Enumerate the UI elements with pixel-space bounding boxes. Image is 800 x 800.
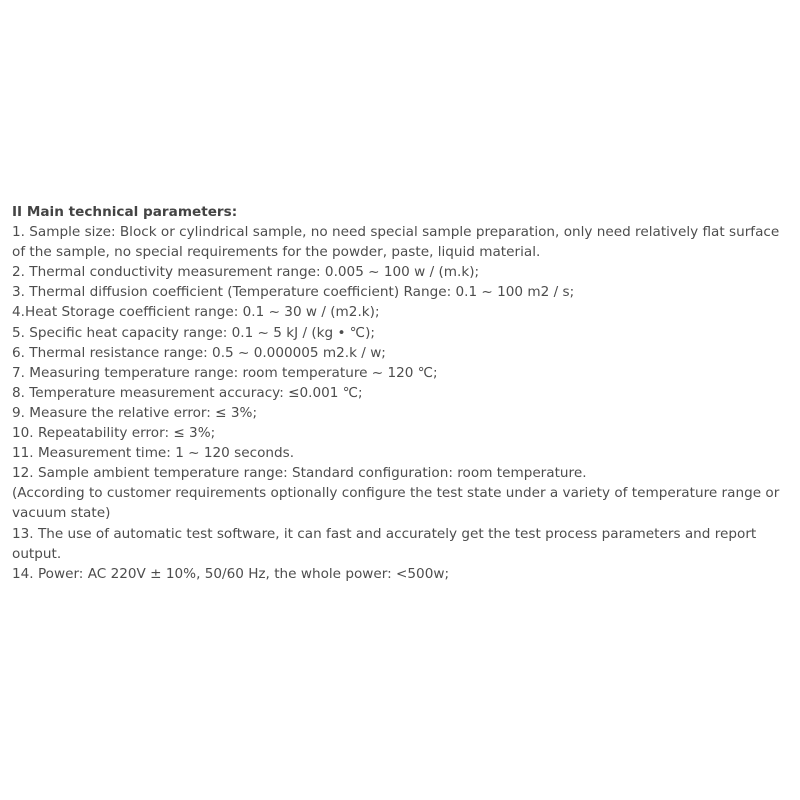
parameter-line-repeatability-error: 10. Repeatability error: ≤ 3%;	[12, 425, 216, 442]
parameter-line-thermal-resistance: 6. Thermal resistance range: 0.5 ~ 0.000005 m2.k / w;	[12, 344, 386, 361]
parameter-line-temperature-accuracy: 8. Temperature measurement accuracy: ≤0.001 ℃;	[12, 384, 363, 401]
parameter-line-optional-configuration: (According to customer requirements optionally configure the test state under a variety of temperature range or vacuum state)	[12, 485, 780, 522]
section-heading: II Main technical parameters:	[12, 204, 238, 220]
parameter-line-test-software: 13. The use of automatic test software, it can fast and accurately get the test process parameters and report output.	[12, 525, 757, 562]
parameter-line-measurement-time: 11. Measurement time: 1 ~ 120 seconds.	[12, 445, 295, 462]
parameter-line-power: 14. Power: AC 220V ± 10%, 50/60 Hz, the whole power: <500w;	[12, 565, 450, 582]
document-body	[12, 202, 782, 584]
parameter-line-specific-heat: 5. Specific heat capacity range: 0.1 ~ 5 kJ / (kg • ℃);	[12, 324, 375, 341]
parameter-line-ambient-temperature: 12. Sample ambient temperature range: Standard configuration: room temperature.	[12, 465, 587, 482]
parameter-line-measuring-temperature: 7. Measuring temperature range: room temperature ~ 120 ℃;	[12, 364, 438, 381]
parameter-line-sample-size: 1. Sample size: Block or cylindrical sample, no need special sample preparation, only need relatively flat surface of the sample, no special requirements for the powder, paste, liquid material.	[12, 224, 780, 261]
parameter-line-thermal-conductivity: 2. Thermal conductivity measurement range: 0.005 ~ 100 w / (m.k);	[12, 264, 480, 281]
parameter-line-relative-error: 9. Measure the relative error: ≤ 3%;	[12, 404, 258, 421]
parameter-line-thermal-diffusion: 3. Thermal diffusion coefficient (Temperature coefficient) Range: 0.1 ~ 100 m2 / s;	[12, 284, 575, 301]
parameter-line-heat-storage: 4.Heat Storage coefficient range: 0.1 ~ 30 w / (m2.k);	[12, 304, 380, 321]
